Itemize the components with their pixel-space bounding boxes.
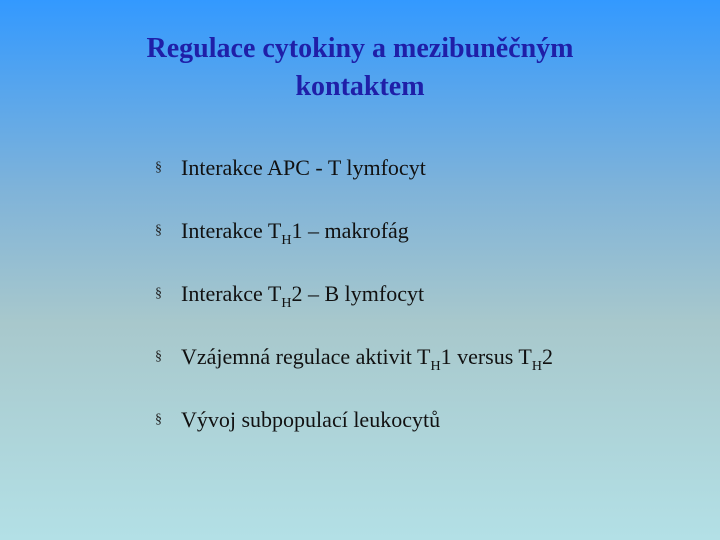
- subscript: H: [531, 359, 542, 374]
- subscript: H: [430, 359, 441, 374]
- bullet-text-part: 1 versus T: [440, 344, 532, 369]
- title-line-1: Regulace cytokiny a mezibuněčným: [146, 33, 574, 64]
- bullet-item-th2-b: [155, 276, 553, 339]
- bullet-marker-icon: §: [155, 349, 162, 364]
- bullet-list: [155, 150, 553, 465]
- slide-title: [60, 30, 660, 106]
- bullet-marker-icon: §: [155, 286, 162, 301]
- bullet-marker-icon: §: [155, 160, 162, 175]
- bullet-marker-icon: §: [155, 223, 162, 238]
- bullet-text: [181, 213, 409, 259]
- bullet-text: [181, 339, 553, 385]
- bullet-text-part: Vývoj subpopulací leukocytů: [181, 407, 441, 432]
- bullet-text: [181, 402, 440, 438]
- bullet-item-vyvoj: [155, 402, 553, 465]
- bullet-text-part: 2 – B lymfocyt: [291, 281, 425, 306]
- bullet-text-part: Interakce T: [181, 281, 282, 306]
- bullet-item-apc-t: [155, 150, 553, 213]
- bullet-text: [181, 150, 426, 186]
- subscript: H: [281, 296, 292, 311]
- bullet-text-part: Interakce T: [181, 218, 282, 243]
- bullet-text-part: Vzájemná regulace aktivit T: [181, 344, 431, 369]
- bullet-text: [181, 276, 424, 322]
- title-line-2: kontaktem: [295, 71, 425, 102]
- subscript: H: [281, 233, 292, 248]
- bullet-marker-icon: §: [155, 412, 162, 427]
- bullet-text-part: 1 – makrofág: [291, 218, 409, 243]
- bullet-item-regulace: [155, 339, 553, 402]
- bullet-text-part: Interakce APC - T lymfocyt: [181, 155, 426, 180]
- bullet-text-part: 2: [541, 344, 553, 369]
- bullet-item-th1-makrofag: [155, 213, 553, 276]
